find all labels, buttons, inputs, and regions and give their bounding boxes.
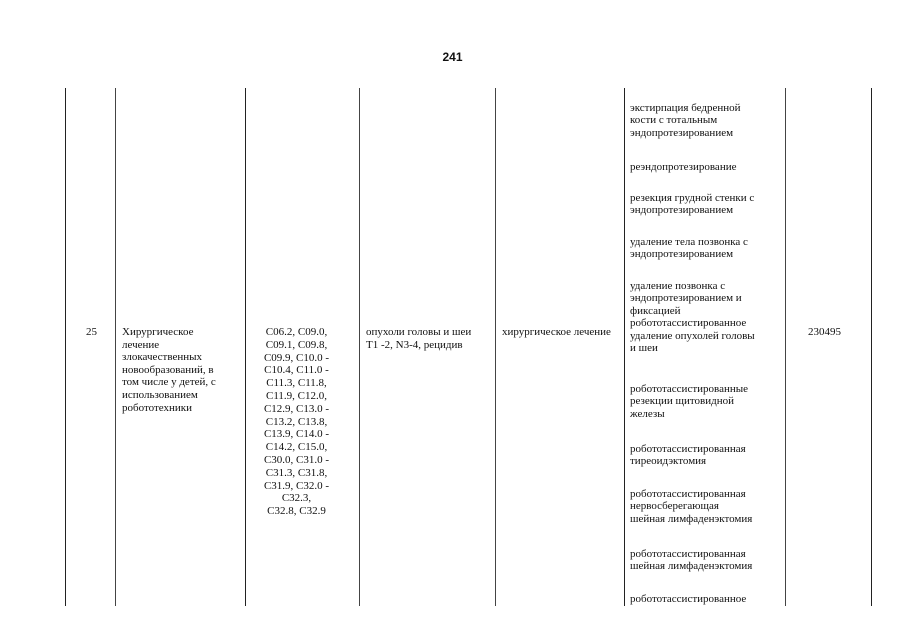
treatment-method-line: робототассистированная: [630, 548, 746, 560]
treatment-method-line: робототассистированная: [630, 488, 746, 500]
column-divider: [359, 88, 360, 606]
treatment-method: [630, 236, 782, 261]
page-number: 241: [442, 50, 463, 64]
icd-code-line: C11.9, C12.0,: [265, 389, 327, 402]
treatment-method: [630, 280, 782, 354]
treatment-method-line: удаление тела позвонка с: [630, 236, 748, 248]
treatment-method-line: удаление опухолей головы: [630, 329, 755, 342]
care-type-name-line: том числе у детей, с: [122, 376, 216, 389]
treatment-method-line: робототассистированное: [630, 593, 747, 605]
treatment-method: [630, 102, 782, 139]
care-type-name-line: лечение: [122, 338, 160, 351]
icd-code-line: C32.8, C32.9: [267, 505, 326, 518]
treatment-method-line: фиксацией: [630, 304, 681, 317]
treatment-method-line: тиреоидэктомия: [630, 455, 707, 468]
care-type-name: [122, 326, 246, 414]
icd-code-line: C09.9, C10.0 -: [263, 351, 330, 364]
icd-code-line: C14.2, C15.0,: [265, 441, 328, 454]
icd-code-line: C31.9, C32.0 -: [263, 479, 330, 492]
patient-model-line: T1 -2, N3-4, рецидив: [366, 338, 463, 351]
treatment-method: [630, 443, 782, 468]
treatment-method-line: эндопротезированием: [630, 126, 734, 139]
row-number: 25: [86, 326, 97, 338]
treatment-method-line: реэндопротезирование: [630, 161, 737, 173]
icd-code-line: C11.3, C11.8,: [266, 377, 327, 390]
treatment-method-line: эндопротезированием: [630, 204, 734, 217]
column-divider: [624, 88, 625, 606]
treatment-method-line: робототассистированная: [630, 443, 746, 455]
standard-price: 230495: [808, 326, 841, 338]
column-divider: [785, 88, 786, 606]
treatment-method: [630, 383, 782, 420]
patient-model-line: опухоли головы и шеи: [366, 326, 472, 338]
icd-code-line: C13.9, C14.0 -: [263, 428, 330, 441]
patient-model: [366, 326, 496, 351]
treatment-method-line: удаление позвонка с: [630, 280, 726, 292]
icd-code-line: C30.0, C31.0 -: [263, 453, 330, 466]
icd-code-line: C06.2, C09.0,: [265, 326, 328, 338]
care-type-name-line: использованием: [122, 388, 198, 401]
treatment-method: [630, 488, 782, 525]
care-type-name-line: злокачественных: [122, 351, 203, 364]
treatment-method-line: нервосберегающая: [630, 500, 719, 513]
treatment-method-line: эндопротезированием: [630, 248, 734, 261]
icd-code-line: C32.3,: [281, 492, 312, 505]
treatment-method: [630, 593, 782, 605]
table-border-left: [65, 88, 66, 606]
treatment-method-line: эндопротезированием и: [630, 292, 742, 305]
treatment-type: хирургическое лечение: [502, 326, 611, 338]
icd-code-line: C09.1, C09.8,: [265, 338, 328, 351]
icd-code-line: C31.3, C31.8,: [265, 466, 328, 479]
treatment-method-line: робототассистированные: [630, 383, 748, 395]
treatment-method-line: резекция грудной стенки с: [630, 192, 755, 204]
treatment-method-line: и шеи: [630, 342, 658, 355]
care-type-name-line: Хирургическое: [122, 326, 194, 338]
treatment-method: [630, 192, 782, 217]
icd-code-line: C13.2, C13.8,: [265, 415, 328, 428]
table-border-right: [871, 88, 872, 606]
treatment-method-line: экстирпация бедренной: [630, 102, 741, 114]
treatment-method-line: железы: [630, 407, 665, 420]
icd-code-line: C10.4, C11.0 -: [264, 364, 329, 377]
treatment-method: [630, 548, 782, 573]
column-divider: [115, 88, 116, 606]
treatment-method-line: шейная лимфаденэктомия: [630, 512, 753, 525]
icd-codes: [250, 326, 343, 518]
icd-code-line: C12.9, C13.0 -: [263, 402, 330, 415]
care-type-name-line: робототехники: [122, 401, 193, 414]
treatment-method: [630, 161, 782, 173]
treatment-method-line: робототассистированное: [630, 317, 747, 330]
treatment-method-line: кости с тотальным: [630, 114, 718, 127]
treatment-method-line: резекции щитовидной: [630, 395, 734, 408]
care-type-name-line: новообразований, в: [122, 363, 214, 376]
treatment-method-line: шейная лимфаденэктомия: [630, 560, 753, 573]
